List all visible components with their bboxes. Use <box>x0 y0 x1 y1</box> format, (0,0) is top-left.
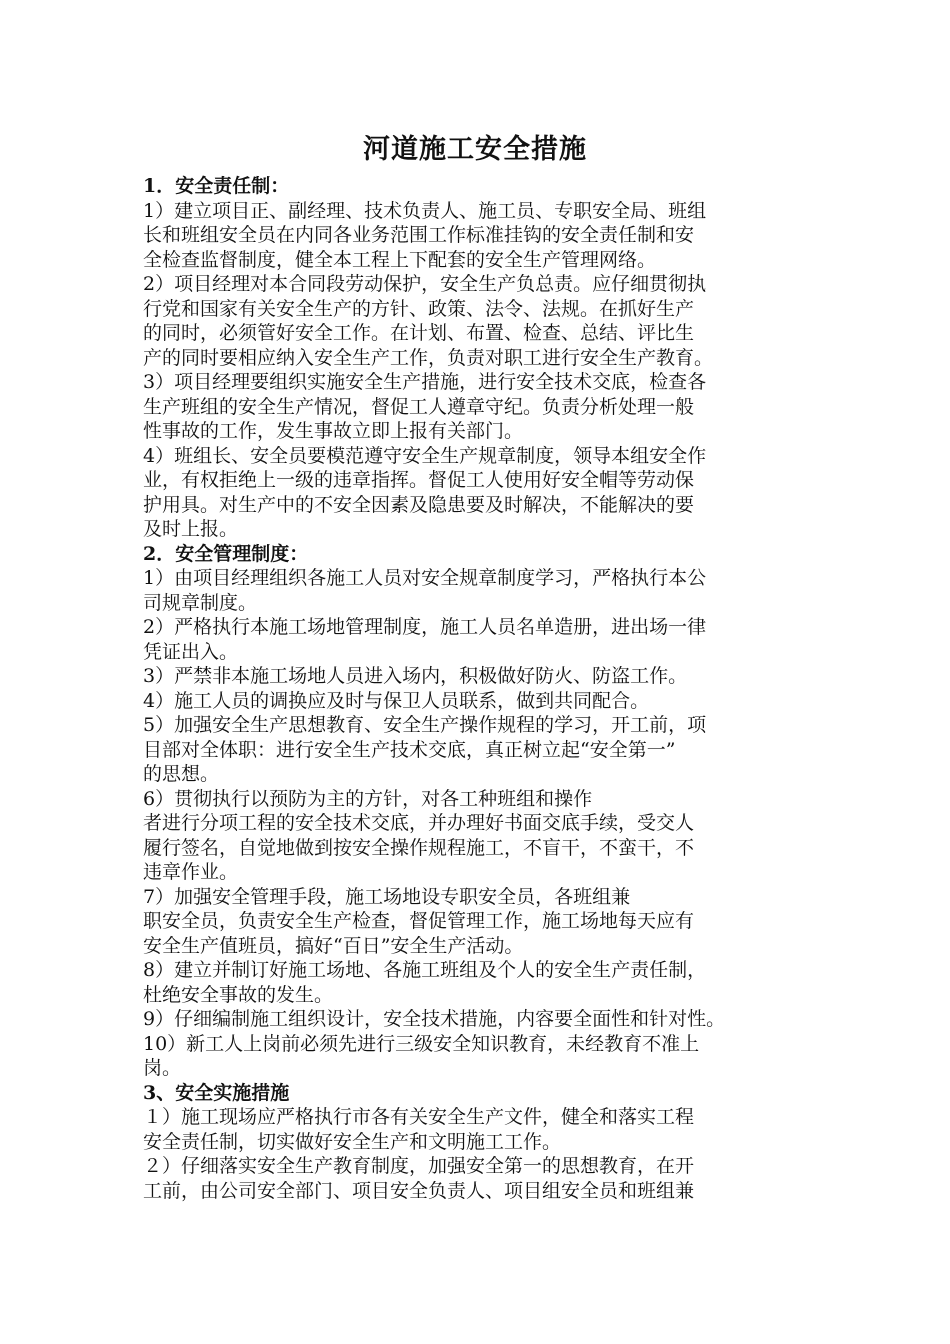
text-line: 业，有权拒绝上一级的违章指挥。督促工人使用好安全帽等劳动保 <box>143 469 695 491</box>
text-line: 安全责任制，切实做好安全生产和文明施工工作。 <box>143 1130 562 1153</box>
text-line: ２）仔细落实安全生产教育制度，加强安全第一的思想教育，在开 <box>143 1155 695 1177</box>
section-heading: 2．安全管理制度： <box>143 542 309 565</box>
text-line: 职安全员，负责安全生产检查，督促管理工作，施工场地每天应有 <box>143 910 695 932</box>
section-heading: 3、安全实施措施 <box>143 1081 290 1104</box>
text-line: 2）项目经理对本合同段劳动保护，安全生产负总责。应仔细贯彻执 <box>143 273 707 295</box>
text-line: 长和班组安全员在内同各业务范围工作标准挂钩的安全责任制和安 <box>143 224 695 246</box>
text-line: 岗。 <box>143 1057 182 1079</box>
text-line: 全检查监督制度，健全本工程上下配套的安全生产管理网络。 <box>143 248 657 271</box>
text-line: 司规章制度。 <box>143 591 258 614</box>
text-line: 护用具。对生产中的不安全因素及隐患要及时解决，不能解决的要 <box>143 493 695 516</box>
text-line: 安全生产值班员，搞好“百日”安全生产活动。 <box>143 934 524 957</box>
text-line: 产的同时要相应纳入安全生产工作，负责对职工进行安全生产教育。 <box>143 346 714 369</box>
text-line: 9）仔细编制施工组织设计，安全技术措施，内容要全面性和针对性。 <box>143 1008 726 1030</box>
text-line: 履行签名，自觉地做到按安全操作规程施工，不盲干，不蛮干，不 <box>143 836 695 859</box>
section-heading: 1．安全责任制： <box>143 175 290 197</box>
text-line: 10）新工人上岗前必须先进行三级安全知识教育，未经教育不准上 <box>143 1032 700 1055</box>
text-line: 违章作业。 <box>143 861 239 883</box>
document-title: 河道施工安全措施 <box>363 134 587 165</box>
text-line: 3）项目经理要组织实施安全生产措施，进行安全技术交底，检查各 <box>143 371 707 393</box>
text-line: 生产班组的安全生产情况，督促工人遵章守纪。负责分析处理一般 <box>143 395 695 418</box>
text-line: 1）由项目经理组织各施工人员对安全规章制度学习，严格执行本公 <box>143 567 707 589</box>
text-line: 3）严禁非本施工场地人员进入场内，积极做好防火、防盗工作。 <box>143 665 688 687</box>
text-line: 5）加强安全生产思想教育、安全生产操作规程的学习，开工前，项 <box>143 714 707 736</box>
text-line: 的思想。 <box>143 763 220 785</box>
text-line: 4）班组长、安全员要模范遵守安全生产规章制度，领导本组安全作 <box>143 444 707 467</box>
text-line: 7）加强安全管理手段，施工场地设专职安全员，各班组兼 <box>143 885 631 908</box>
text-line: 1）建立项目正、副经理、技术负责人、施工员、专职安全局、班组 <box>143 199 707 222</box>
text-line: １）施工现场应严格执行市各有关安全生产文件，健全和落实工程 <box>143 1106 695 1128</box>
text-line: 工前，由公司安全部门、项目安全负责人、项目组安全员和班组兼 <box>143 1179 695 1202</box>
text-line: 行党和国家有关安全生产的方针、政策、法令、法规。在抓好生产 <box>143 297 695 320</box>
text-line: 4）施工人员的调换应及时与保卫人员联系，做到共同配合。 <box>143 689 650 712</box>
text-line: 及时上报。 <box>143 518 239 540</box>
text-line: 目部对全体职：进行安全生产技术交底，真正树立起“安全第一” <box>143 738 676 761</box>
text-line: 性事故的工作，发生事故立即上报有关部门。 <box>143 420 524 442</box>
text-line: 者进行分项工程的安全技术交底，并办理好书面交底手续，受交人 <box>143 812 695 834</box>
text-line: 凭证出入。 <box>143 640 239 663</box>
text-line: 杜绝安全事故的发生。 <box>143 983 334 1006</box>
document-body <box>143 174 813 1203</box>
text-line: 2）严格执行本施工场地管理制度，施工人员名单造册，进出场一律 <box>143 616 707 638</box>
text-line: 6）贯彻执行以预防为主的方针，对各工种班组和操作 <box>143 787 593 810</box>
text-line: 的同时，必须管好安全工作。在计划、布置、检查、总结、评比生 <box>143 322 695 344</box>
text-line: 8）建立并制订好施工场地、各施工班组及个人的安全生产责任制， <box>143 959 707 981</box>
